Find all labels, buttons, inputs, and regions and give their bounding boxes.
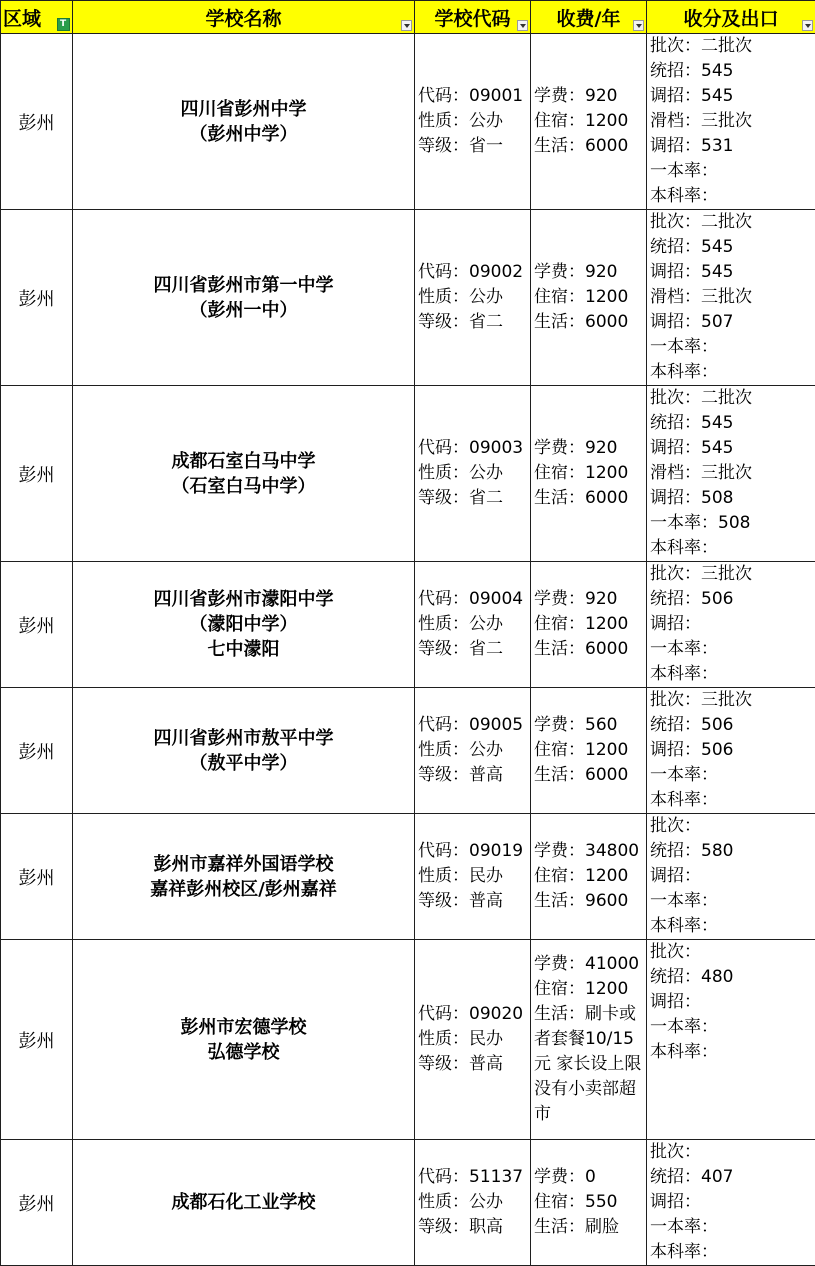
- score-line: 批次：: [650, 940, 815, 965]
- score-line: 统招：480: [650, 965, 815, 990]
- cell-school-name[interactable]: [73, 210, 415, 386]
- fee-line: 学费：41000: [534, 952, 646, 977]
- header-name[interactable]: [73, 1, 415, 34]
- code-line: 等级：省二: [418, 637, 530, 662]
- score-line: 统招：545: [650, 235, 815, 260]
- fee-line: 生活：刷脸: [534, 1215, 646, 1240]
- score-line: 调招：: [650, 1190, 815, 1215]
- fee-line: 住宿：1200: [534, 864, 646, 889]
- code-line: 性质：民办: [418, 1027, 530, 1052]
- code-line: 代码：09019: [418, 839, 530, 864]
- code-line: 等级：省一: [418, 134, 530, 159]
- score-line: 批次：二批次: [650, 34, 815, 59]
- score-line: 本科率：: [650, 914, 815, 939]
- code-line: 代码：09003: [418, 436, 530, 461]
- fee-line: 生活：9600: [534, 889, 646, 914]
- filter-dropdown-icon[interactable]: [517, 20, 528, 31]
- cell-score[interactable]: [647, 814, 815, 940]
- score-line: 统招：506: [650, 587, 815, 612]
- table-row: [1, 562, 815, 688]
- school-name-line: 成都石室白马中学: [73, 449, 414, 474]
- header-name-label: 学校名称: [205, 8, 281, 30]
- cell-school-name[interactable]: [73, 814, 415, 940]
- table-row: [1, 940, 815, 1140]
- table-row: [1, 1140, 815, 1266]
- filter-dropdown-icon[interactable]: [401, 20, 412, 31]
- cell-school-code[interactable]: [415, 688, 531, 814]
- table-row: [1, 688, 815, 814]
- cell-fee[interactable]: [531, 940, 647, 1140]
- cell-score[interactable]: [647, 688, 815, 814]
- fee-line: 学费：0: [534, 1165, 646, 1190]
- code-line: 代码：51137: [418, 1165, 530, 1190]
- header-region[interactable]: [1, 1, 73, 34]
- header-row: [1, 1, 815, 34]
- cell-school-name[interactable]: [73, 940, 415, 1140]
- table-row: [1, 386, 815, 562]
- school-name-line: 嘉祥彭州校区/彭州嘉祥: [73, 877, 414, 902]
- score-line: 统招：506: [650, 713, 815, 738]
- code-line: 等级：普高: [418, 763, 530, 788]
- fee-line: 生活：6000: [534, 486, 646, 511]
- school-name-line: 彭州市嘉祥外国语学校: [73, 852, 414, 877]
- school-name-line: 四川省彭州市濛阳中学: [73, 587, 414, 612]
- cell-school-code[interactable]: [415, 1140, 531, 1266]
- score-line: 滑档：三批次: [650, 285, 815, 310]
- code-line: 代码：09005: [418, 713, 530, 738]
- cell-fee[interactable]: [531, 1140, 647, 1266]
- score-line: 调招：506: [650, 738, 815, 763]
- code-line: 代码：09020: [418, 1002, 530, 1027]
- region-text: 彭州: [19, 868, 55, 889]
- fee-line: 学费：560: [534, 713, 646, 738]
- score-line: 滑档：三批次: [650, 109, 815, 134]
- fee-line: 学费：920: [534, 84, 646, 109]
- header-code-label: 学校代码: [434, 8, 510, 30]
- code-line: 等级：省二: [418, 486, 530, 511]
- fee-line: 生活：6000: [534, 763, 646, 788]
- header-score[interactable]: [647, 1, 815, 34]
- cell-school-name[interactable]: [73, 688, 415, 814]
- cell-region[interactable]: [1, 814, 73, 940]
- header-region-label: 区域: [3, 8, 41, 30]
- code-line: 性质：公办: [418, 461, 530, 486]
- score-line: 本科率：: [650, 360, 815, 385]
- cell-fee[interactable]: [531, 210, 647, 386]
- code-line: 等级：普高: [418, 889, 530, 914]
- school-name-line: 七中濛阳: [73, 637, 414, 662]
- cell-school-code[interactable]: [415, 386, 531, 562]
- school-name-line: 成都石化工业学校: [73, 1190, 414, 1215]
- score-line: 调招：: [650, 612, 815, 637]
- score-line: 批次：二批次: [650, 386, 815, 411]
- school-name-line: 彭州市宏德学校: [73, 1015, 414, 1040]
- school-name-line: 四川省彭州市敖平中学: [73, 726, 414, 751]
- cell-fee[interactable]: [531, 386, 647, 562]
- cell-region[interactable]: [1, 386, 73, 562]
- score-line: 一本率：: [650, 637, 815, 662]
- cell-region[interactable]: [1, 34, 73, 210]
- score-line: 批次：三批次: [650, 562, 815, 587]
- fee-line: 学费：34800: [534, 839, 646, 864]
- school-name-line: 四川省彭州市第一中学: [73, 273, 414, 298]
- region-text: 彭州: [19, 113, 55, 134]
- score-line: 本科率：: [650, 662, 815, 687]
- code-line: 代码：09004: [418, 587, 530, 612]
- score-line: 本科率：: [650, 1040, 815, 1065]
- score-line: 批次：: [650, 814, 815, 839]
- fee-line: 生活：6000: [534, 637, 646, 662]
- score-line: 一本率：: [650, 1215, 815, 1240]
- cell-school-code[interactable]: [415, 562, 531, 688]
- score-line: 调招：545: [650, 84, 815, 109]
- cell-region[interactable]: [1, 562, 73, 688]
- school-name-line: （彭州中学）: [73, 122, 414, 147]
- cell-score[interactable]: [647, 210, 815, 386]
- score-line: 调招：507: [650, 310, 815, 335]
- cell-school-name[interactable]: [73, 34, 415, 210]
- table-row: [1, 210, 815, 386]
- region-text: 彭州: [19, 465, 55, 486]
- score-line: 调招：: [650, 990, 815, 1015]
- code-line: 代码：09001: [418, 84, 530, 109]
- cell-school-code[interactable]: [415, 814, 531, 940]
- cell-school-code[interactable]: [415, 940, 531, 1140]
- cell-fee[interactable]: [531, 34, 647, 210]
- filter-dropdown-icon[interactable]: [802, 20, 813, 31]
- score-line: 一本率：: [650, 889, 815, 914]
- score-line: 调招：531: [650, 134, 815, 159]
- fee-line: 生活：刷卡或者套餐10/15元 家长设上限 没有小卖部超市: [534, 1002, 646, 1127]
- fee-line: 住宿：550: [534, 1190, 646, 1215]
- cell-region[interactable]: [1, 210, 73, 386]
- score-line: 一本率：: [650, 1015, 815, 1040]
- cell-school-name[interactable]: [73, 386, 415, 562]
- fee-line: 住宿：1200: [534, 285, 646, 310]
- cell-fee[interactable]: [531, 814, 647, 940]
- score-line: 调招：545: [650, 260, 815, 285]
- cell-region[interactable]: [1, 1140, 73, 1266]
- code-line: 性质：公办: [418, 1190, 530, 1215]
- score-line: 统招：407: [650, 1165, 815, 1190]
- table-row: [1, 34, 815, 210]
- school-name-line: （石室白马中学）: [73, 474, 414, 499]
- header-score-label: 收分及出口: [683, 8, 778, 30]
- cell-school-name[interactable]: [73, 562, 415, 688]
- code-line: 等级：省二: [418, 310, 530, 335]
- table-row: [1, 814, 815, 940]
- school-name-line: （彭州一中）: [73, 298, 414, 323]
- cell-school-name[interactable]: [73, 1140, 415, 1266]
- cell-score[interactable]: [647, 562, 815, 688]
- code-line: 性质：公办: [418, 612, 530, 637]
- score-line: 一本率：: [650, 159, 815, 184]
- code-line: 性质：民办: [418, 864, 530, 889]
- score-line: 本科率：: [650, 536, 815, 561]
- code-line: 性质：公办: [418, 109, 530, 134]
- header-fee[interactable]: [531, 1, 647, 34]
- score-line: 批次：三批次: [650, 688, 815, 713]
- score-line: 本科率：: [650, 184, 815, 209]
- cell-score[interactable]: [647, 940, 815, 1140]
- fee-line: 住宿：1200: [534, 461, 646, 486]
- score-line: 本科率：: [650, 1240, 815, 1265]
- score-line: 一本率：: [650, 763, 815, 788]
- school-name-line: 四川省彭州中学: [73, 97, 414, 122]
- fee-line: 住宿：1200: [534, 738, 646, 763]
- header-fee-label: 收费/年: [557, 8, 621, 30]
- cell-school-code[interactable]: [415, 34, 531, 210]
- code-line: 性质：公办: [418, 285, 530, 310]
- fee-line: 生活：6000: [534, 310, 646, 335]
- fee-line: 住宿：1200: [534, 612, 646, 637]
- score-line: 统招：580: [650, 839, 815, 864]
- score-line: 统招：545: [650, 411, 815, 436]
- score-line: 滑档：三批次: [650, 461, 815, 486]
- score-line: 一本率：: [650, 335, 815, 360]
- code-line: 等级：职高: [418, 1215, 530, 1240]
- code-line: 性质：公办: [418, 738, 530, 763]
- score-line: 调招：508: [650, 486, 815, 511]
- region-text: 彭州: [19, 742, 55, 763]
- fee-line: 生活：6000: [534, 134, 646, 159]
- cell-score[interactable]: [647, 386, 815, 562]
- cell-score[interactable]: [647, 1140, 815, 1266]
- cell-school-code[interactable]: [415, 210, 531, 386]
- score-line: 调招：: [650, 864, 815, 889]
- score-line: 一本率：508: [650, 511, 815, 536]
- school-name-line: （濛阳中学）: [73, 612, 414, 637]
- fee-line: 住宿：1200: [534, 977, 646, 1002]
- score-line: 调招：545: [650, 436, 815, 461]
- region-text: 彭州: [19, 1194, 55, 1215]
- score-line: 批次：二批次: [650, 210, 815, 235]
- score-line: 本科率：: [650, 788, 815, 813]
- code-line: 等级：普高: [418, 1052, 530, 1077]
- score-line: 批次：: [650, 1140, 815, 1165]
- cell-fee[interactable]: [531, 562, 647, 688]
- filter-dropdown-icon[interactable]: [633, 20, 644, 31]
- cell-fee[interactable]: [531, 688, 647, 814]
- cell-region[interactable]: [1, 688, 73, 814]
- region-text: 彭州: [19, 616, 55, 637]
- cell-region[interactable]: [1, 940, 73, 1140]
- region-text: 彭州: [19, 289, 55, 310]
- school-name-line: 弘德学校: [73, 1040, 414, 1065]
- fee-line: 学费：920: [534, 436, 646, 461]
- region-text: 彭州: [19, 1031, 55, 1052]
- fee-line: 学费：920: [534, 587, 646, 612]
- fee-line: 学费：920: [534, 260, 646, 285]
- fee-line: 住宿：1200: [534, 109, 646, 134]
- school-name-line: （敖平中学）: [73, 751, 414, 776]
- cell-score[interactable]: [647, 34, 815, 210]
- filter-active-icon[interactable]: [57, 18, 70, 31]
- score-line: 统招：545: [650, 59, 815, 84]
- header-code[interactable]: [415, 1, 531, 34]
- code-line: 代码：09002: [418, 260, 530, 285]
